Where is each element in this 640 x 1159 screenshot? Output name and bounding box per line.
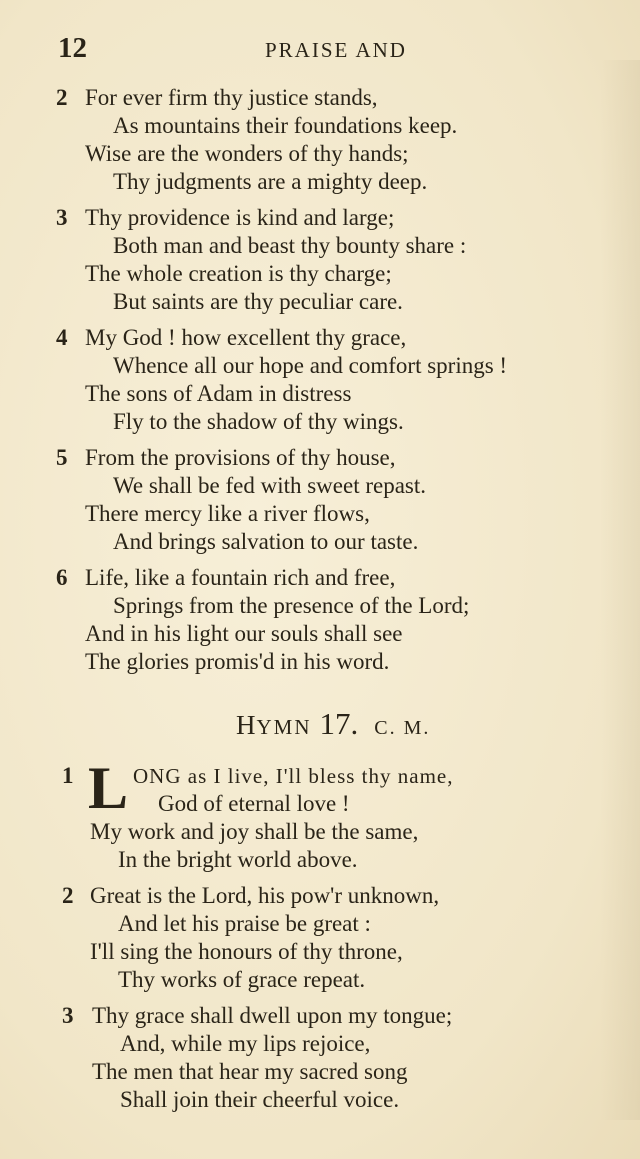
hymn-title — [236, 706, 430, 742]
verse-line: There mercy like a river flows, — [85, 501, 370, 526]
verse-line: Whence all our hope and comfort springs ! — [113, 353, 508, 378]
verse-line: Springs from the presence of the Lord; — [113, 593, 470, 618]
hymn-title-initial: H — [236, 710, 257, 740]
verse-line: Great is the Lord, his pow'r unknown, — [90, 883, 440, 908]
first-line-text: ONG as I live, I'll bless thy name, — [133, 764, 454, 788]
verse-line: In the bright world above. — [118, 847, 358, 872]
verse-line — [133, 762, 453, 790]
stanza-number: 6 — [56, 565, 68, 590]
stanza-number: 1 — [62, 763, 74, 788]
verse-line: Shall join their cheerful voice. — [120, 1087, 400, 1112]
page-header — [58, 30, 578, 70]
verse-line: The glories promis'd in his word. — [85, 649, 390, 674]
running-head: PRAISE AND — [265, 38, 407, 62]
verse-line: I'll sing the honours of thy throne, — [90, 939, 403, 964]
hymn-title-rest: YMN — [256, 715, 312, 739]
verse-line: Both man and beast thy bounty share : — [113, 233, 467, 258]
drop-cap: L — [88, 755, 129, 821]
verse-line: Wise are the wonders of thy hands; — [85, 141, 409, 166]
page-number: 12 — [58, 32, 87, 64]
verse-line: And in his light our souls shall see — [85, 621, 403, 646]
page-bleed-through — [600, 60, 640, 1120]
verse-line: The men that hear my sacred song — [92, 1059, 408, 1084]
verse-line: My God ! how excellent thy grace, — [85, 325, 407, 350]
hymn-meter: C. M. — [374, 717, 431, 739]
verse-line: My work and joy shall be the same, — [90, 819, 419, 844]
stanza-number: 3 — [56, 205, 68, 230]
verse-line: Thy judgments are a mighty deep. — [113, 169, 428, 194]
stanza-number: 5 — [56, 445, 68, 470]
verse-line: Fly to the shadow of thy wings. — [113, 409, 404, 434]
stanza-number: 4 — [56, 325, 68, 350]
hymn-number: 17. — [319, 706, 359, 741]
verse-line: Thy grace shall dwell upon my tongue; — [92, 1003, 453, 1028]
verse-line: Thy works of grace repeat. — [118, 967, 366, 992]
verse-line: Thy providence is kind and large; — [85, 205, 395, 230]
verse-line: The whole creation is thy charge; — [85, 261, 392, 286]
verse-line: But saints are thy peculiar care. — [113, 289, 403, 314]
verse-line: And let his praise be great : — [118, 911, 371, 936]
verse-line: And, while my lips rejoice, — [120, 1031, 371, 1056]
verse-line: God of eternal love ! — [158, 791, 350, 816]
verse-line: As mountains their foundations keep. — [113, 113, 458, 138]
stanza-number: 3 — [62, 1003, 74, 1028]
verse-line: We shall be fed with sweet repast. — [113, 473, 427, 498]
verse-line: Life, like a fountain rich and free, — [85, 565, 396, 590]
stanza-number: 2 — [62, 883, 74, 908]
verse-line: And brings salvation to our taste. — [113, 529, 419, 554]
verse-line: The sons of Adam in distress — [85, 381, 352, 406]
verse-line: For ever firm thy justice stands, — [85, 85, 378, 110]
stanza-number: 2 — [56, 85, 68, 110]
verse-line: From the provisions of thy house, — [85, 445, 396, 470]
